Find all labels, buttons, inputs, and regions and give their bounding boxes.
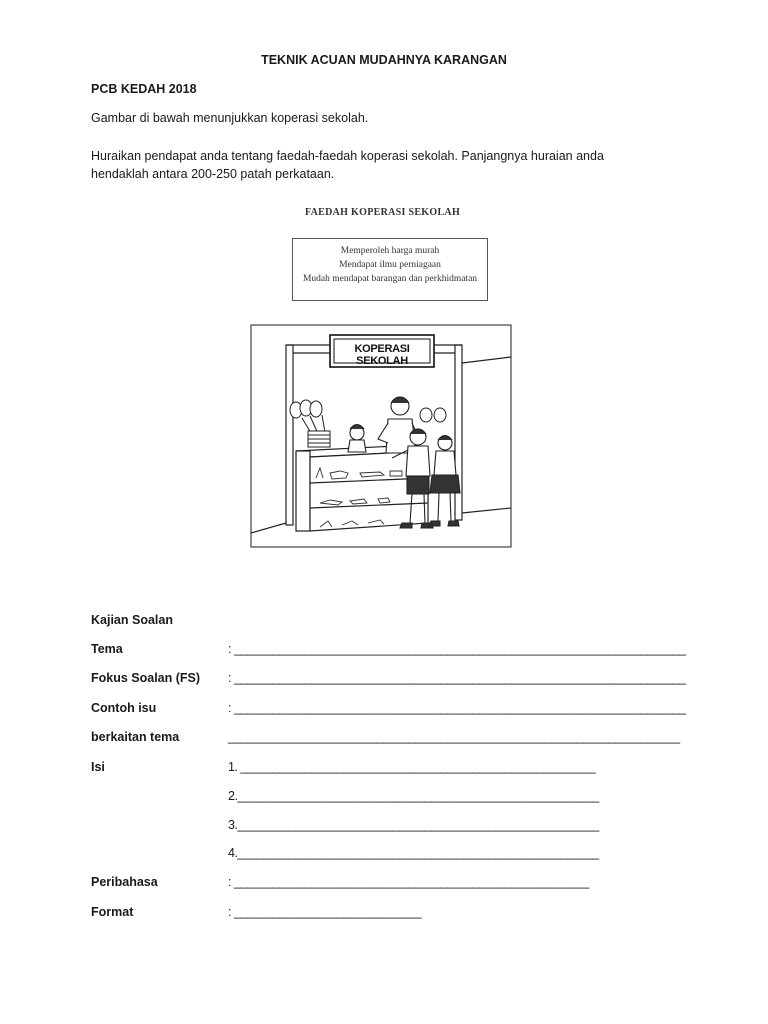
form-label: Tema bbox=[91, 642, 123, 656]
form-answer-line[interactable]: : ______________________________________________________________________ bbox=[228, 671, 686, 685]
form-answer-line[interactable]: 2.________________________________________________________ bbox=[228, 789, 599, 803]
form-answer-line[interactable]: : ______________________________________________________________________ bbox=[228, 701, 686, 715]
form-answer-line[interactable]: : ______________________________________________________________________ bbox=[228, 642, 686, 656]
form-answer-line[interactable]: : _______________________________________________________ bbox=[228, 875, 589, 889]
cooperative-figure bbox=[250, 205, 515, 550]
instruction-task: Huraikan pendapat anda tentang faedah-faedah koperasi sekolah. Panjangnya huraian anda hendaklah antara 200-250 patah perkataan. bbox=[91, 149, 604, 181]
form-answer-line[interactable]: 1. _______________________________________________________ bbox=[228, 760, 596, 774]
form-answer-line[interactable]: : _____________________________ bbox=[228, 905, 422, 919]
form-answer-line[interactable]: 3.________________________________________________________ bbox=[228, 818, 599, 832]
benefit-item: Memperoleh harga murah bbox=[340, 246, 440, 256]
form-label: Isi bbox=[91, 760, 105, 774]
form-label: berkaitan tema bbox=[91, 730, 180, 744]
figure-title: FAEDAH KOPERASI SEKOLAH bbox=[304, 207, 461, 218]
cooperative-sign: KOPERASI SEKOLAH bbox=[354, 343, 410, 367]
instruction-picture: Gambar di bawah menunjukkan koperasi sekolah. bbox=[91, 111, 369, 125]
page-title: TEKNIK ACUAN MUDAHNYA KARANGAN bbox=[261, 53, 507, 67]
form-heading: Kajian Soalan bbox=[91, 613, 173, 627]
exam-source: PCB KEDAH 2018 bbox=[91, 82, 197, 96]
benefits-box bbox=[292, 238, 488, 301]
form-label: Fokus Soalan (FS) bbox=[91, 671, 201, 685]
form-label: Contoh isu bbox=[91, 701, 157, 715]
form-answer-line[interactable]: ______________________________________________________________________ bbox=[228, 730, 680, 744]
form-label: Peribahasa bbox=[91, 875, 158, 889]
benefit-item: Mendapat ilmu perniagaan bbox=[339, 260, 441, 270]
benefit-item: Mudah mendapat barangan dan perkhidmatan bbox=[302, 274, 478, 284]
form-answer-line[interactable]: 4.________________________________________________________ bbox=[228, 846, 599, 860]
form-label: Format bbox=[91, 905, 134, 919]
